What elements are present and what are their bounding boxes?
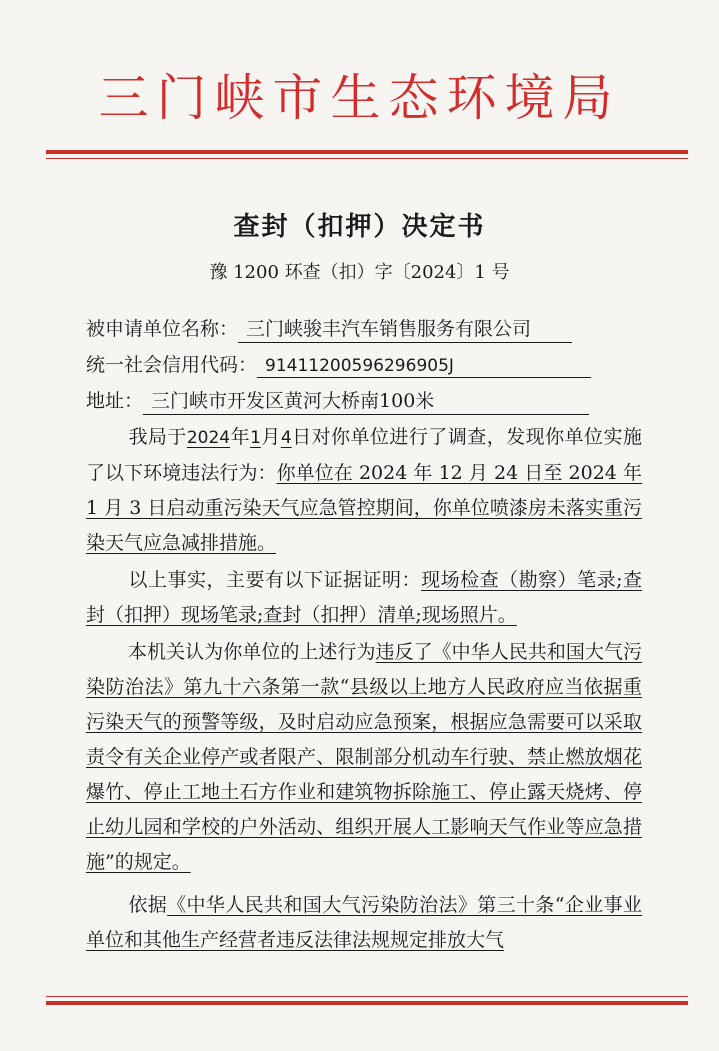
p4-text-a: 依据 — [128, 894, 168, 916]
p1-text-a: 我局于 — [128, 426, 187, 448]
footer-rule-thin — [46, 996, 688, 997]
applicant-value: 三门峡骏丰汽车销售服务有限公司 — [238, 314, 572, 343]
p1-month: 1 — [250, 428, 261, 448]
p1-violation: 你单位在 2024 年 12 月 24 日至 2024 年 1 月 3 日启动重污染天气应急管控期间，你单位喷漆房未落实重污染天气应急减排措施。 — [86, 462, 642, 554]
paragraph-legal-finding — [86, 635, 642, 880]
p2-evidence: 现场检查（勘察）笔录;查封（扣押）现场笔录;查封（扣押）清单;现场照片。 — [86, 569, 642, 626]
credit-code-field — [86, 350, 591, 378]
paragraph-legal-basis — [86, 888, 642, 958]
footer-rule-thick — [46, 1001, 688, 1005]
address-value: 三门峡市开发区黄河大桥南100米 — [143, 386, 589, 415]
p1-text-c: 月 — [260, 426, 281, 448]
p1-text-d: 日对你单位进行了调查，发现你单位实施了以下环境违法行为： — [86, 426, 642, 484]
applicant-field — [86, 314, 572, 343]
p1-text-b: 年 — [230, 426, 251, 448]
p3-text-a: 本机关认为你单位的上述行为 — [128, 641, 376, 663]
letterhead-rule-thick — [46, 150, 688, 154]
p2-text-a: 以上事实，主要有以下证据证明： — [128, 569, 422, 591]
address-label: 地址： — [86, 390, 144, 412]
document-number: 豫 1200 环查（扣）字〔2024〕1 号 — [209, 262, 510, 283]
paragraph-evidence — [86, 563, 642, 633]
applicant-label: 被申请单位名称： — [86, 318, 239, 340]
p1-year: 2024 — [186, 428, 231, 448]
letterhead-rule-thin — [46, 158, 688, 159]
credit-code-label: 统一社会信用代码： — [86, 354, 258, 376]
p3-law: 违反了《中华人民共和国大气污染防治法》第九十六条第一款“县级以上地方人民政府应当依据重污染天气的预警等级，及时启动应急预案，根据应急需要可以采取责令有关企业停产或者限产、限制部分机动车行驶、禁止燃放烟花爆竹、停止工地土石方作业和建筑物拆除施工、停止露天烧烤、停止幼儿园和学校的户外活动、组织开展人工影响天气作业等应急措施”的规定。 — [86, 641, 642, 873]
address-field — [86, 386, 589, 415]
document-title: 查封（扣押）决定书 — [233, 212, 486, 242]
p4-law: 《中华人民共和国大气污染防治法》第三十条“企业事业单位和其他生产经营者违反法律法规规定排放大气 — [86, 894, 642, 951]
paragraph-investigation — [86, 420, 642, 561]
p1-day: 4 — [280, 428, 292, 448]
agency-letterhead: 三门峡市生态环境局 — [98, 69, 621, 127]
credit-code-value: 91411200596296905J — [257, 356, 591, 378]
